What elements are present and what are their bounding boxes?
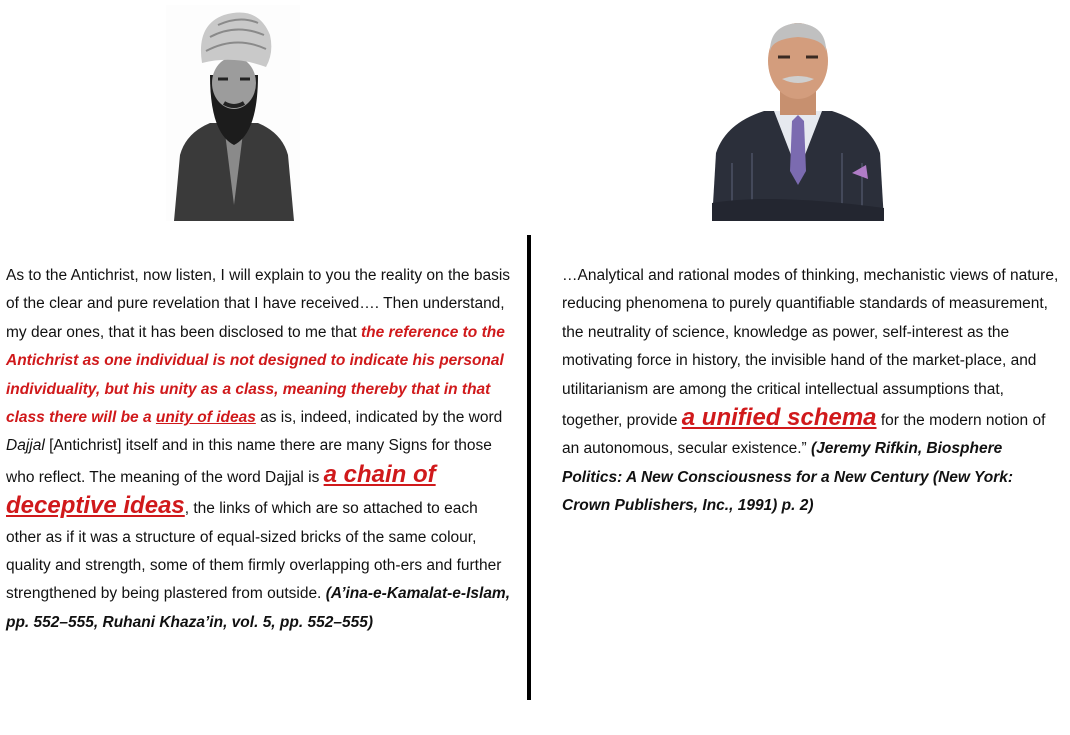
quote-left-big-phrase: a chain of deceptive ideas [6,460,436,520]
quote-left-emphasis-underlined: unity of ideas [155,409,256,427]
quote-left-mid2: [Antichrist] itself and in this name there are many Signs for those who reflect. The meaning of the word Dajjal is [6,437,492,486]
quote-left-intro: As to the Antichrist, now listen, I will explain to you the reality on the basis of the clear and pure revelation that I have received…. Then understand, my dear ones, that it has been disclosed to me that [6,267,511,341]
dajjal-word: Dajjal [6,437,45,455]
quote-right-citation: (Jeremy Rifkin, Biosphere Politics: A New Consciousness for a New Century (New York: Crown Publishers, Inc., 1991) p. 2) [562,440,1014,515]
quote-right-big-phrase: a unified schema [681,404,877,432]
quote-left-rest: , the links of which are so attached to each other as if it was a structure of equal-sized bricks of the same colour, quality and strength, some of them firmly overlapping oth-ers and further strengthened by being plastered from outside. [6,500,502,603]
quote-left-mid1: as is, indeed, indicated by the word [255,409,503,427]
quote-left-emphasis: the reference to the Antichrist as one individual is not designed to indicate his personal individuality, but his unity as a class, meaning thereby that in that class there will be a [6,323,505,427]
quote-right [562,262,1062,521]
column-divider [527,235,531,700]
quote-right-intro: …Analytical and rational modes of thinking, mechanistic views of nature, reducing phenomena to purely quantifiable standards of measurement, the neutrality of science, knowledge as power, self-interest as the motivating force in history, the invisible hand of the market-place, and utilitarianism are among the critical intellectual assumptions that, together, provide [562,267,1059,430]
quote-left-citation: (A’ina-e-Kamalat-e-Islam, pp. 552–555, Ruhani Khaza’in, vol. 5, pp. 552–555) [6,585,511,631]
portrait-left [166,5,300,221]
portrait-right [712,3,884,221]
quote-left [6,262,516,637]
quote-right-rest: for the modern notion of an autonomous, secular existence.” [562,412,1046,458]
